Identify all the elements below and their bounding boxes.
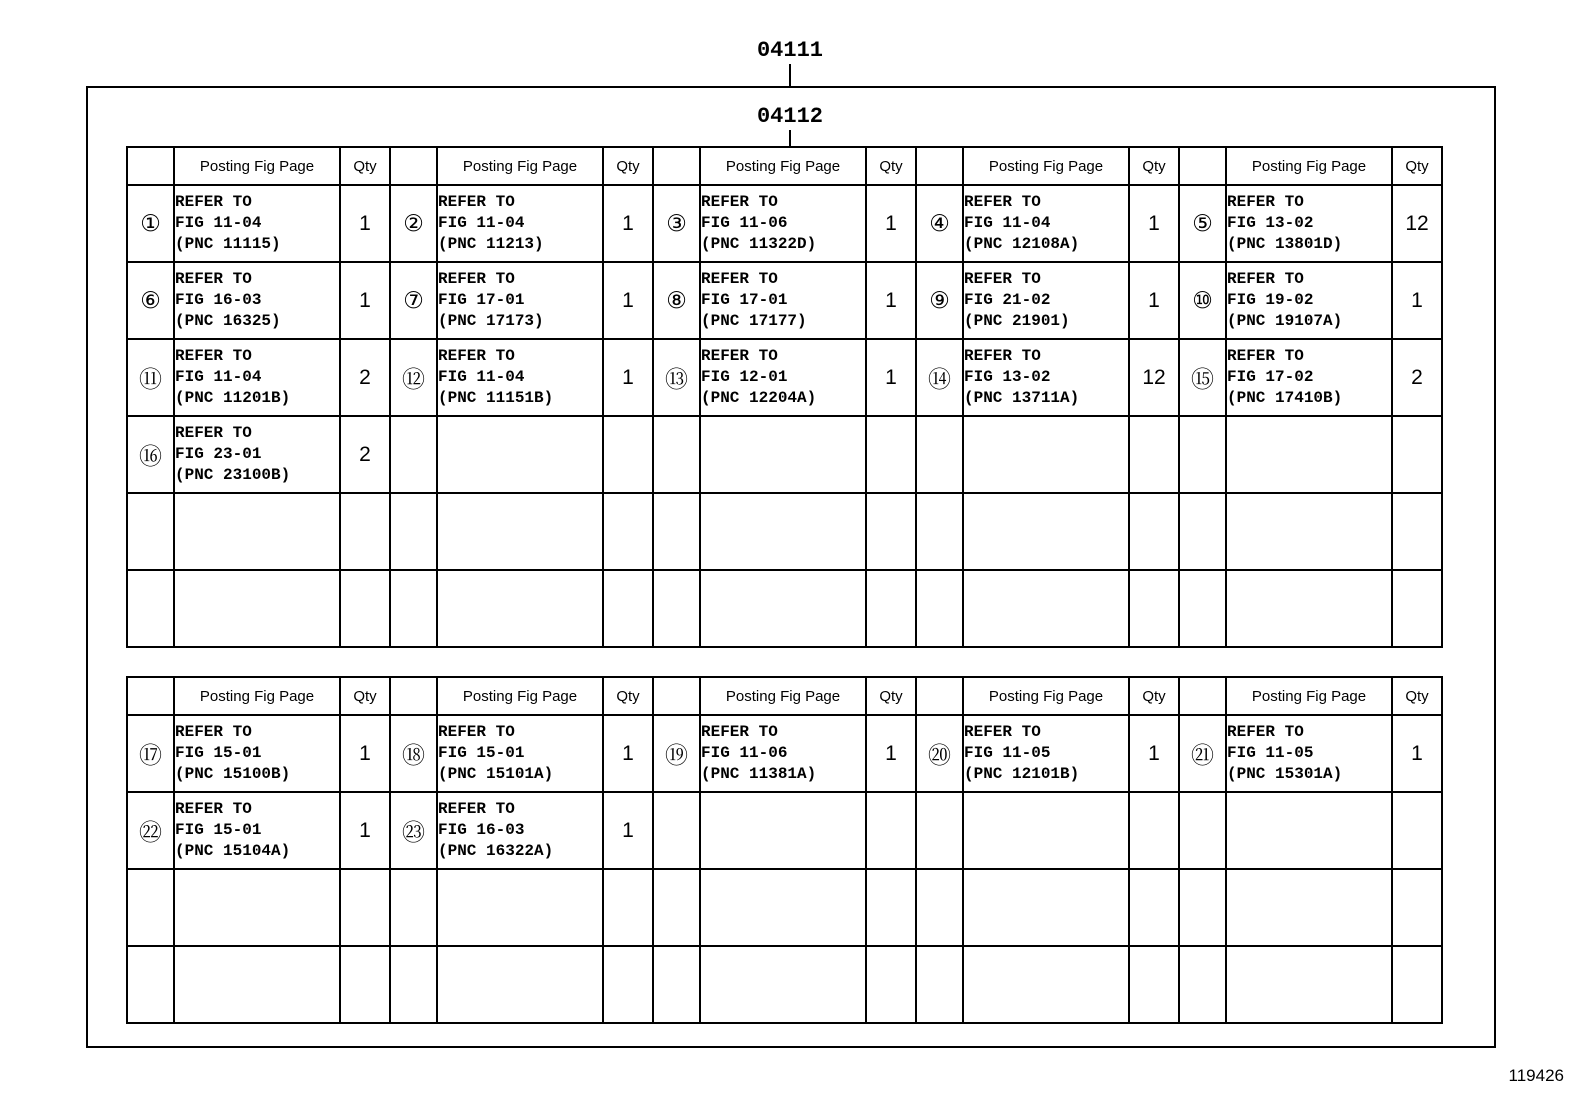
callout-number: ⑰ [127,715,174,792]
reference-line-3: (PNC 17173) [438,312,544,330]
table-header-row [127,147,1442,185]
reference-line-2: FIG 11-04 [175,214,262,232]
table-row [127,715,1442,792]
callout-number [653,869,700,946]
quantity-cell [1129,493,1179,570]
reference-line-1: REFER TO [175,193,252,211]
quantity-cell: 2 [340,416,390,493]
reference-line-2: FIG 11-04 [438,368,525,386]
reference-cell [437,493,603,570]
parts-table-1 [126,146,1443,648]
reference-cell [1226,416,1392,493]
quantity-cell [603,946,653,1023]
header-number-cell [1179,147,1226,185]
reference-line-2: FIG 23-01 [175,445,262,463]
reference-cell [963,792,1129,869]
reference-cell [700,493,866,570]
reference-cell [437,339,603,416]
header-number-cell [390,147,437,185]
reference-line-2: FIG 11-05 [964,744,1051,762]
reference-cell [1226,185,1392,262]
reference-cell [700,570,866,647]
figure-number: 119426 [1508,1066,1564,1085]
inner-leader-line [789,130,791,146]
reference-cell [1226,570,1392,647]
reference-cell [1226,869,1392,946]
reference-line-3: (PNC 11115) [175,235,281,253]
quantity-cell [1129,869,1179,946]
callout-number [390,570,437,647]
callout-number [653,946,700,1023]
reference-cell [1226,339,1392,416]
reference-line-1: REFER TO [175,270,252,288]
reference-line-3: (PNC 16322A) [438,842,554,860]
callout-number: ⑫ [390,339,437,416]
header-qty: Qty [1129,147,1179,185]
header-qty: Qty [1392,677,1442,715]
reference-cell [437,715,603,792]
header-number-cell [1179,677,1226,715]
parts-table-2 [126,676,1443,1024]
reference-cell [963,339,1129,416]
reference-cell [437,570,603,647]
reference-line-1: REFER TO [438,723,515,741]
reference-cell [700,946,866,1023]
reference-line-1: REFER TO [701,347,778,365]
reference-cell [700,262,866,339]
reference-line-2: FIG 21-02 [964,291,1051,309]
reference-line-1: REFER TO [964,193,1041,211]
quantity-cell: 1 [1129,262,1179,339]
reference-line-3: (PNC 21901) [964,312,1070,330]
callout-number: ㉓ [390,792,437,869]
header-qty: Qty [340,677,390,715]
quantity-cell [340,570,390,647]
table-row [127,946,1442,1023]
reference-line-3: (PNC 15104A) [175,842,291,860]
table-row [127,262,1442,339]
reference-line-1: REFER TO [1227,270,1304,288]
callout-number: ⑪ [127,339,174,416]
callout-number [390,946,437,1023]
callout-number [916,869,963,946]
reference-cell [1226,946,1392,1023]
reference-line-2: FIG 11-06 [701,744,788,762]
quantity-cell [603,570,653,647]
quantity-cell [1392,869,1442,946]
reference-line-2: FIG 11-04 [964,214,1051,232]
callout-number [390,416,437,493]
callout-number [653,570,700,647]
reference-line-3: (PNC 12204A) [701,389,817,407]
reference-line-2: FIG 11-06 [701,214,788,232]
header-qty: Qty [866,147,916,185]
callout-number [916,570,963,647]
callout-number: ⑮ [1179,339,1226,416]
callout-number: ⑱ [390,715,437,792]
header-number-cell [916,677,963,715]
reference-line-2: FIG 12-01 [701,368,788,386]
reference-cell [174,262,340,339]
callout-number [390,869,437,946]
quantity-cell [1392,570,1442,647]
quantity-cell [340,493,390,570]
callout-number: ⑥ [127,262,174,339]
reference-line-3: (PNC 11201B) [175,389,291,407]
reference-cell [174,715,340,792]
quantity-cell [603,416,653,493]
callout-number [127,869,174,946]
header-posting-fig-page: Posting Fig Page [437,677,603,715]
quantity-cell: 2 [340,339,390,416]
header-number-cell [653,677,700,715]
quantity-cell: 1 [603,262,653,339]
callout-number: ⑤ [1179,185,1226,262]
callout-number [1179,570,1226,647]
callout-number [1179,869,1226,946]
header-posting-fig-page: Posting Fig Page [700,677,866,715]
quantity-cell: 1 [1129,185,1179,262]
reference-line-1: REFER TO [438,800,515,818]
header-posting-fig-page: Posting Fig Page [174,147,340,185]
reference-line-3: (PNC 15100B) [175,765,291,783]
reference-line-1: REFER TO [964,723,1041,741]
reference-line-2: FIG 17-02 [1227,368,1314,386]
reference-line-1: REFER TO [964,270,1041,288]
reference-line-2: FIG 11-04 [438,214,525,232]
reference-cell [437,416,603,493]
reference-cell [963,570,1129,647]
reference-line-1: REFER TO [175,800,252,818]
reference-line-1: REFER TO [701,270,778,288]
header-number-cell [390,677,437,715]
table-row [127,570,1442,647]
reference-line-3: (PNC 11213) [438,235,544,253]
inner-assembly-code: 04112 [756,104,823,129]
header-qty: Qty [603,147,653,185]
quantity-cell [603,493,653,570]
reference-line-1: REFER TO [701,723,778,741]
table-header-row [127,677,1442,715]
reference-cell [1226,792,1392,869]
header-posting-fig-page: Posting Fig Page [963,147,1129,185]
header-number-cell [127,147,174,185]
quantity-cell [1392,946,1442,1023]
reference-line-3: (PNC 19107A) [1227,312,1343,330]
reference-cell [174,339,340,416]
reference-cell [963,715,1129,792]
callout-number [127,493,174,570]
callout-number [916,416,963,493]
header-posting-fig-page: Posting Fig Page [174,677,340,715]
reference-line-2: FIG 15-01 [438,744,525,762]
reference-line-2: FIG 11-05 [1227,744,1314,762]
callout-number: ㉑ [1179,715,1226,792]
reference-line-1: REFER TO [1227,347,1304,365]
quantity-cell [866,493,916,570]
quantity-cell [1392,792,1442,869]
reference-line-3: (PNC 11381A) [701,765,817,783]
header-posting-fig-page: Posting Fig Page [1226,147,1392,185]
reference-cell [174,792,340,869]
callout-number [1179,416,1226,493]
reference-line-2: FIG 15-01 [175,821,262,839]
quantity-cell: 1 [1392,262,1442,339]
quantity-cell [340,869,390,946]
quantity-cell: 1 [340,792,390,869]
quantity-cell [866,416,916,493]
reference-line-2: FIG 15-01 [175,744,262,762]
quantity-cell: 1 [866,715,916,792]
reference-line-2: FIG 13-02 [1227,214,1314,232]
table-row [127,339,1442,416]
reference-cell [1226,262,1392,339]
callout-number: ⑭ [916,339,963,416]
quantity-cell [1129,570,1179,647]
header-posting-fig-page: Posting Fig Page [1226,677,1392,715]
reference-line-2: FIG 16-03 [438,821,525,839]
quantity-cell [866,946,916,1023]
reference-line-1: REFER TO [1227,723,1304,741]
reference-line-1: REFER TO [175,347,252,365]
reference-cell [963,185,1129,262]
quantity-cell: 1 [603,792,653,869]
reference-line-1: REFER TO [175,723,252,741]
callout-number: ㉒ [127,792,174,869]
reference-line-2: FIG 17-01 [701,291,788,309]
reference-cell [174,869,340,946]
callout-number [127,570,174,647]
reference-cell [963,416,1129,493]
callout-number [653,792,700,869]
reference-cell [437,262,603,339]
header-posting-fig-page: Posting Fig Page [963,677,1129,715]
reference-line-1: REFER TO [964,347,1041,365]
reference-cell [1226,715,1392,792]
reference-line-3: (PNC 15301A) [1227,765,1343,783]
table-row [127,493,1442,570]
reference-line-3: (PNC 17410B) [1227,389,1343,407]
header-posting-fig-page: Posting Fig Page [700,147,866,185]
header-number-cell [916,147,963,185]
header-qty: Qty [340,147,390,185]
callout-number [653,493,700,570]
quantity-cell [603,869,653,946]
header-qty: Qty [1129,677,1179,715]
table-row [127,869,1442,946]
reference-cell [700,339,866,416]
quantity-cell: 1 [1392,715,1442,792]
callout-number: ⑬ [653,339,700,416]
reference-cell [174,416,340,493]
callout-number [916,493,963,570]
quantity-cell [1392,493,1442,570]
quantity-cell: 1 [603,339,653,416]
reference-cell [963,493,1129,570]
quantity-cell [866,792,916,869]
reference-line-2: FIG 19-02 [1227,291,1314,309]
callout-number: ① [127,185,174,262]
header-qty: Qty [1392,147,1442,185]
quantity-cell: 1 [340,715,390,792]
callout-number: ④ [916,185,963,262]
reference-cell [700,869,866,946]
callout-number [916,792,963,869]
callout-number [390,493,437,570]
header-posting-fig-page: Posting Fig Page [437,147,603,185]
reference-cell [174,185,340,262]
callout-number: ⑯ [127,416,174,493]
reference-cell [174,493,340,570]
reference-cell [963,869,1129,946]
table-body [127,715,1442,1023]
quantity-cell [1129,946,1179,1023]
table-row [127,185,1442,262]
quantity-cell: 2 [1392,339,1442,416]
quantity-cell [1129,792,1179,869]
quantity-cell [1129,416,1179,493]
callout-number: ⑳ [916,715,963,792]
table-row [127,792,1442,869]
quantity-cell: 1 [1129,715,1179,792]
quantity-cell: 1 [340,262,390,339]
reference-line-3: (PNC 23100B) [175,466,291,484]
quantity-cell: 1 [866,262,916,339]
reference-line-2: FIG 16-03 [175,291,262,309]
header-number-cell [653,147,700,185]
callout-number [1179,493,1226,570]
reference-line-3: (PNC 12108A) [964,235,1080,253]
reference-line-2: FIG 13-02 [964,368,1051,386]
callout-number [1179,792,1226,869]
header-qty: Qty [603,677,653,715]
quantity-cell: 1 [603,715,653,792]
callout-number [916,946,963,1023]
reference-cell [437,792,603,869]
reference-line-3: (PNC 11151B) [438,389,554,407]
callout-number [653,416,700,493]
callout-number: ② [390,185,437,262]
quantity-cell: 1 [866,185,916,262]
reference-cell [1226,493,1392,570]
reference-line-1: REFER TO [438,347,515,365]
reference-line-1: REFER TO [701,193,778,211]
table-body [127,185,1442,647]
quantity-cell: 1 [340,185,390,262]
reference-cell [174,570,340,647]
reference-cell [963,262,1129,339]
callout-number: ⑨ [916,262,963,339]
reference-cell [437,185,603,262]
reference-cell [963,946,1129,1023]
quantity-cell [1392,416,1442,493]
reference-cell [437,869,603,946]
reference-line-1: REFER TO [438,270,515,288]
reference-line-3: (PNC 11322D) [701,235,817,253]
reference-cell [700,416,866,493]
quantity-cell [340,946,390,1023]
reference-cell [700,715,866,792]
reference-line-3: (PNC 12101B) [964,765,1080,783]
reference-cell [700,792,866,869]
header-qty: Qty [866,677,916,715]
reference-line-1: REFER TO [438,193,515,211]
quantity-cell: 1 [603,185,653,262]
reference-line-3: (PNC 17177) [701,312,807,330]
quantity-cell [866,869,916,946]
callout-number: ⑧ [653,262,700,339]
reference-cell [700,185,866,262]
reference-line-3: (PNC 13711A) [964,389,1080,407]
quantity-cell: 12 [1129,339,1179,416]
reference-line-2: FIG 11-04 [175,368,262,386]
callout-number [127,946,174,1023]
reference-line-1: REFER TO [175,424,252,442]
outer-assembly-code: 04111 [756,38,823,63]
callout-number: ⑦ [390,262,437,339]
header-number-cell [127,677,174,715]
quantity-cell [866,570,916,647]
reference-line-3: (PNC 13801D) [1227,235,1343,253]
reference-line-3: (PNC 15101A) [438,765,554,783]
reference-cell [174,946,340,1023]
callout-number: ③ [653,185,700,262]
reference-line-1: REFER TO [1227,193,1304,211]
reference-line-2: FIG 17-01 [438,291,525,309]
reference-line-3: (PNC 16325) [175,312,281,330]
callout-number: ⑲ [653,715,700,792]
callout-number: ⑩ [1179,262,1226,339]
outer-leader-line [789,64,791,86]
table-row [127,416,1442,493]
reference-cell [437,946,603,1023]
quantity-cell: 1 [866,339,916,416]
quantity-cell: 12 [1392,185,1442,262]
callout-number [1179,946,1226,1023]
